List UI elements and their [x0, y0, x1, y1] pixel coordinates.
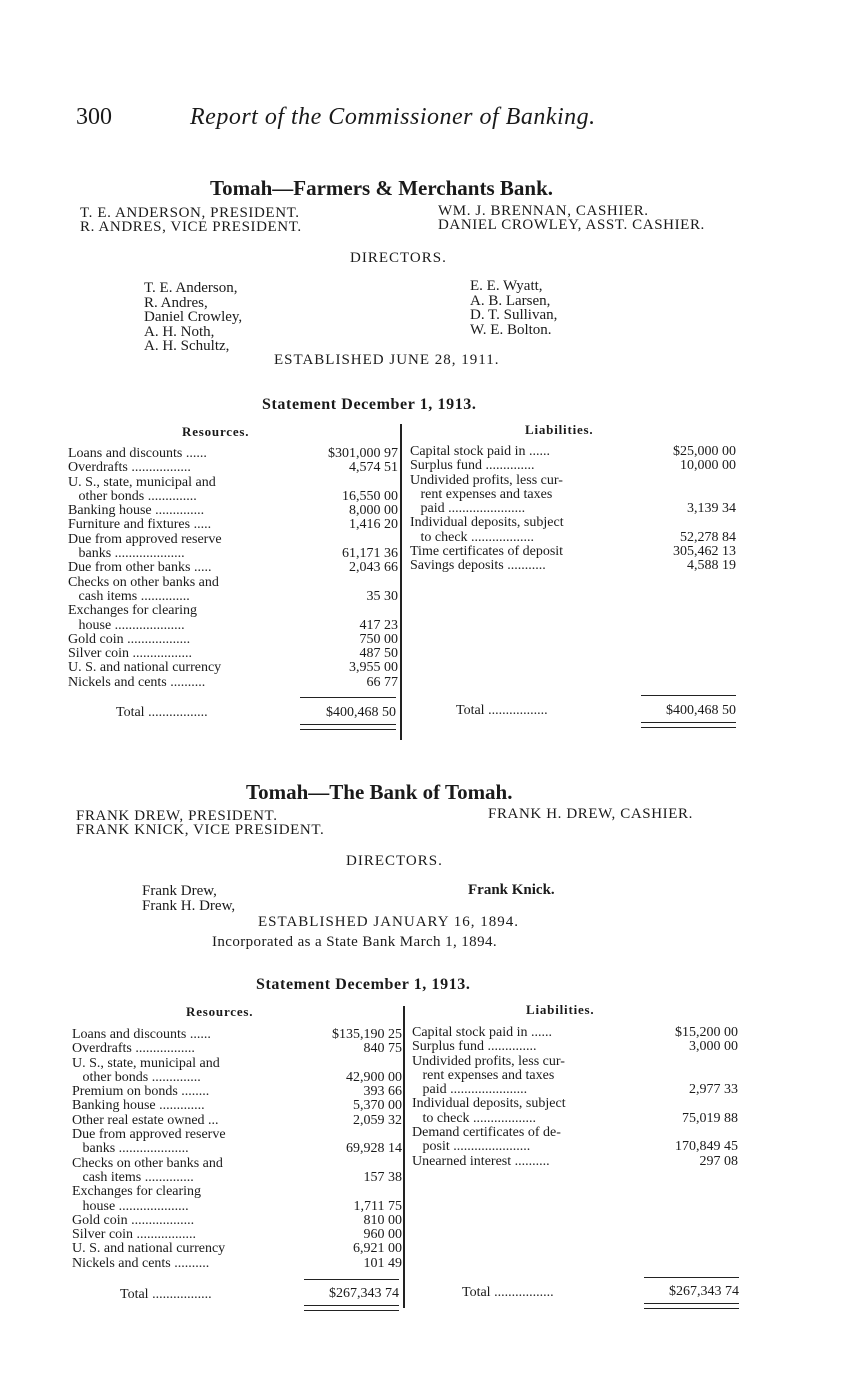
ledger-item-label: Gold coin .................. [68, 632, 191, 647]
ledger-row [72, 1028, 402, 1042]
bank1-resources-total: $400,468 50 [326, 705, 396, 720]
ledger-item-label: Time certificates of deposit [410, 545, 564, 560]
ledger-item-label: Demand certificates of de- [412, 1126, 561, 1141]
bank1-liabilities-double-rule [641, 722, 736, 728]
ledger-item-amount: 487 50 [359, 646, 398, 662]
ledger-row [72, 1099, 402, 1113]
bank1-resources-total-rule [300, 697, 396, 698]
ledger-row [412, 1069, 738, 1083]
ledger-row [68, 647, 398, 661]
bank1-liabilities-total-rule [641, 695, 736, 696]
ledger-item-label: Surplus fund .............. [412, 1040, 537, 1055]
ledger-item-label: house .................... [72, 1199, 189, 1214]
ledger-row [68, 661, 398, 675]
ledger-item-amount: 810 00 [363, 1212, 402, 1228]
ledger-row [72, 1228, 402, 1242]
director-name: Frank H. Drew, [142, 898, 236, 914]
ledger-row [72, 1200, 402, 1214]
ledger-row [412, 1155, 738, 1169]
ledger-item-label: posit ...................... [412, 1140, 531, 1155]
ledger-item-label: Capital stock paid in ...... [412, 1026, 552, 1040]
ledger-item-amount: 101 49 [363, 1255, 402, 1271]
bank1-liabilities-heading: Liabilities. [525, 422, 594, 437]
bank1-resources-heading: Resources. [182, 424, 250, 439]
director-name: A. H. Noth, [144, 323, 215, 340]
ledger-row [410, 531, 736, 545]
ledger-row [412, 1083, 738, 1097]
bank1-officer-vice-president: R. ANDRES, VICE PRESIDENT. [80, 219, 302, 235]
ledger-row [68, 533, 398, 547]
bank2-resources-total-label: Total ................. [120, 1287, 212, 1302]
ledger-item-amount: 61,171 36 [342, 546, 398, 562]
ledger-row [412, 1026, 738, 1040]
ledger-row [410, 474, 736, 488]
ledger-item-label: Undivided profits, less cur- [412, 1054, 565, 1069]
bank2-resources-heading: Resources. [186, 1004, 254, 1019]
bank2-liabilities-heading: Liabilities. [526, 1002, 595, 1017]
ledger-item-amount: 1,711 75 [353, 1198, 402, 1214]
ledger-row [72, 1157, 402, 1171]
bank2-established: ESTABLISHED JANUARY 16, 1894. [258, 914, 520, 930]
ledger-item-label: Due from approved reserve [68, 532, 222, 547]
ledger-item-amount: $135,190 25 [332, 1027, 402, 1042]
ledger-item-label: Individual deposits, subject [412, 1097, 566, 1112]
ledger-item-amount: 75,019 88 [682, 1110, 738, 1126]
ledger-item-label: Banking house ............. [72, 1099, 205, 1114]
ledger-item-amount: 960 00 [363, 1227, 402, 1243]
ledger-item-amount: 69,928 14 [346, 1141, 402, 1157]
ledger-item-label: Other real estate owned ... [72, 1113, 219, 1128]
director-name: T. E. Anderson, [144, 280, 238, 296]
ledger-row [72, 1242, 402, 1256]
bank1-title: Tomah—Farmers & Merchants Bank. [210, 176, 553, 200]
ledger-item-amount: $301,000 97 [328, 446, 398, 461]
ledger-item-label: Overdrafts ................. [68, 461, 191, 476]
ledger-item-amount: 42,900 00 [346, 1069, 402, 1085]
bank2-liabilities-total: $267,343 74 [669, 1284, 739, 1299]
bank1-directors-left [144, 281, 242, 354]
bank1-resources-double-rule [300, 724, 396, 730]
ledger-item-label: Checks on other banks and [72, 1156, 223, 1171]
ledger-item-label: Gold coin .................. [72, 1213, 195, 1228]
ledger-item-label: Nickels and cents .......... [68, 675, 206, 690]
bank1-statement-heading: Statement December 1, 1913. [262, 396, 477, 413]
ledger-item-label: Undivided profits, less cur- [410, 473, 563, 488]
bank2-incorporated: Incorporated as a State Bank March 1, 1894. [212, 934, 498, 950]
ledger-row [68, 447, 398, 461]
bank2-resources-double-rule [304, 1305, 399, 1311]
ledger-item-label: Unearned interest .......... [412, 1154, 550, 1169]
ledger-item-label: other bonds .............. [72, 1070, 201, 1085]
ledger-row [412, 1055, 738, 1069]
ledger-row [410, 545, 736, 559]
bank2-liabilities-double-rule [644, 1303, 739, 1309]
ledger-row [72, 1171, 402, 1185]
ledger-row [68, 518, 398, 532]
bank1-liabilities-total-label: Total ................. [456, 703, 548, 718]
ledger-row [68, 490, 398, 504]
ledger-item-label: cash items .............. [72, 1170, 194, 1185]
ledger-item-amount: 2,043 66 [349, 560, 398, 576]
ledger-item-label: banks .................... [68, 547, 185, 562]
ledger-row [68, 461, 398, 475]
ledger-row [72, 1142, 402, 1156]
bank2-resources-total: $267,343 74 [329, 1286, 399, 1301]
ledger-item-label: Loans and discounts ...... [68, 447, 207, 461]
ledger-item-amount: $15,200 00 [675, 1025, 738, 1040]
ledger-item-amount: 8,000 00 [349, 503, 398, 519]
bank2-officer-vice-president: FRANK KNICK, VICE PRESIDENT. [76, 822, 325, 838]
bank1-established: ESTABLISHED JUNE 28, 1911. [274, 352, 500, 368]
director-name: Frank Drew, [142, 883, 217, 899]
ledger-item-amount: 52,278 84 [680, 529, 736, 545]
bank1-officer-cashier: WM. J. BRENNAN, CASHIER. [438, 203, 649, 219]
ledger-item-label: Banking house .............. [68, 504, 205, 519]
ledger-item-label: Furniture and fixtures ..... [68, 518, 212, 533]
ledger-row [68, 590, 398, 604]
ledger-row [410, 459, 736, 473]
ledger-row [72, 1085, 402, 1099]
ledger-item-amount: 5,370 00 [353, 1098, 402, 1114]
ledger-item-label: Premium on bonds ........ [72, 1085, 210, 1100]
ledger-row [412, 1040, 738, 1054]
ledger-row [68, 619, 398, 633]
ledger-item-amount: 157 38 [363, 1169, 402, 1185]
ledger-item-label: other bonds .............. [68, 489, 197, 504]
ledger-row [68, 476, 398, 490]
ledger-item-label: U. S. and national currency [72, 1242, 226, 1257]
director-name: A. B. Larsen, [470, 292, 551, 309]
ledger-item-label: Due from approved reserve [72, 1128, 226, 1143]
ledger-row [410, 559, 736, 573]
director-name: W. E. Bolton. [470, 321, 552, 338]
ledger-row [412, 1112, 738, 1126]
ledger-item-label: Overdrafts ................. [72, 1042, 195, 1057]
director-name: Frank Knick. [468, 882, 555, 898]
director-name: A. H. Schultz, [144, 338, 230, 355]
ledger-row [68, 547, 398, 561]
ledger-item-label: paid ...................... [410, 502, 526, 517]
ledger-item-amount: 3,000 00 [689, 1039, 738, 1055]
ledger-item-label: banks .................... [72, 1142, 189, 1157]
bank1-liabilities-total: $400,468 50 [666, 703, 736, 718]
ledger-item-label: Individual deposits, subject [410, 516, 564, 531]
ledger-item-label: to check .................. [410, 530, 535, 545]
ledger-item-amount: 66 77 [366, 674, 398, 690]
ledger-item-amount: 4,588 19 [687, 558, 736, 574]
ledger-row [72, 1214, 402, 1228]
ledger-row [68, 604, 398, 618]
bank2-column-divider [403, 1006, 405, 1308]
ledger-row [410, 488, 736, 502]
director-name: D. T. Sullivan, [470, 307, 558, 324]
ledger-item-amount: 305,462 13 [673, 544, 736, 560]
ledger-row [410, 445, 736, 459]
ledger-row [68, 561, 398, 575]
ledger-item-label: to check .................. [412, 1111, 537, 1126]
ledger-item-label: Silver coin ................. [72, 1228, 197, 1243]
ledger-item-label: Loans and discounts ...... [72, 1028, 211, 1042]
ledger-item-amount: 2,059 32 [353, 1112, 402, 1128]
director-name: R. Andres, [144, 294, 208, 311]
bank1-resources-table [68, 447, 398, 690]
ledger-item-label: Checks on other banks and [68, 575, 219, 590]
ledger-item-label: Capital stock paid in ...... [410, 445, 550, 459]
ledger-row [412, 1097, 738, 1111]
bank1-directors-right [470, 279, 557, 337]
bank2-liabilities-table [412, 1026, 738, 1169]
bank1-officer-president: T. E. ANDERSON, PRESIDENT. [80, 205, 300, 221]
ledger-row [410, 502, 736, 516]
bank1-officer-asst-cashier: DANIEL CROWLEY, ASST. CASHIER. [438, 217, 705, 233]
bank2-directors-left [142, 884, 235, 914]
ledger-item-amount: 3,139 34 [687, 501, 736, 517]
ledger-item-label: Surplus fund .............. [410, 459, 535, 474]
director-name: Daniel Crowley, [144, 309, 243, 326]
ledger-item-amount: 417 23 [359, 617, 398, 633]
ledger-item-amount: $25,000 00 [673, 444, 736, 459]
ledger-item-amount: 840 75 [363, 1041, 402, 1057]
ledger-item-label: Exchanges for clearing [72, 1185, 202, 1200]
ledger-row [68, 633, 398, 647]
ledger-item-amount: 6,921 00 [353, 1241, 402, 1257]
ledger-item-label: cash items .............. [68, 589, 190, 604]
ledger-item-amount: 1,416 20 [349, 517, 398, 533]
ledger-item-amount: 170,849 45 [675, 1139, 738, 1155]
ledger-item-label: house .................... [68, 618, 185, 633]
director-name: E. E. Wyatt, [470, 278, 543, 294]
ledger-item-label: U. S. and national currency [68, 661, 222, 676]
ledger-item-label: Due from other banks ..... [68, 561, 212, 576]
ledger-row [72, 1057, 402, 1071]
ledger-row [68, 576, 398, 590]
ledger-item-label: Nickels and cents .......... [72, 1256, 210, 1271]
ledger-row [72, 1042, 402, 1056]
ledger-item-amount: 750 00 [359, 631, 398, 647]
ledger-item-amount: 4,574 51 [349, 460, 398, 476]
ledger-item-amount: 297 08 [699, 1153, 738, 1169]
bank2-resources-table [72, 1028, 402, 1271]
ledger-item-amount: 3,955 00 [349, 660, 398, 676]
ledger-row [72, 1257, 402, 1271]
ledger-item-label: rent expenses and taxes [410, 487, 553, 502]
bank2-statement-heading: Statement December 1, 1913. [256, 976, 471, 993]
bank2-officer-president: FRANK DREW, PRESIDENT. [76, 808, 278, 824]
bank1-resources-total-label: Total ................. [116, 705, 208, 720]
ledger-item-amount: 393 66 [363, 1084, 402, 1100]
ledger-item-label: Savings deposits ........... [410, 559, 546, 574]
ledger-item-label: U. S., state, municipal and [68, 475, 216, 490]
ledger-item-label: U. S., state, municipal and [72, 1056, 220, 1071]
ledger-item-amount: 2,977 33 [689, 1082, 738, 1098]
bank1-column-divider [400, 424, 402, 740]
ledger-item-amount: 10,000 00 [680, 458, 736, 474]
bank2-liabilities-total-label: Total ................. [462, 1285, 554, 1300]
bank2-title: Tomah—The Bank of Tomah. [246, 780, 513, 804]
ledger-row [72, 1128, 402, 1142]
ledger-row [68, 676, 398, 690]
ledger-item-label: Exchanges for clearing [68, 604, 198, 619]
ledger-item-label: paid ...................... [412, 1083, 528, 1098]
ledger-row [72, 1114, 402, 1128]
bank2-liabilities-total-rule [644, 1277, 739, 1278]
ledger-row [410, 516, 736, 530]
bank2-resources-total-rule [304, 1279, 399, 1280]
bank1-directors-heading: DIRECTORS. [350, 250, 447, 266]
page-number: 300 [76, 104, 112, 130]
ledger-item-amount: 35 30 [366, 588, 398, 604]
ledger-row [72, 1185, 402, 1199]
ledger-row [412, 1140, 738, 1154]
ledger-row [68, 504, 398, 518]
ledger-row [72, 1071, 402, 1085]
ledger-item-label: Silver coin ................. [68, 647, 193, 662]
running-title: Report of the Commissioner of Banking. [190, 104, 596, 130]
ledger-item-amount: 16,550 00 [342, 488, 398, 504]
ledger-item-label: rent expenses and taxes [412, 1068, 555, 1083]
ledger-row [412, 1126, 738, 1140]
bank2-officer-cashier: FRANK H. DREW, CASHIER. [488, 806, 693, 822]
bank1-liabilities-table [410, 445, 736, 574]
bank2-directors-heading: DIRECTORS. [346, 853, 443, 869]
